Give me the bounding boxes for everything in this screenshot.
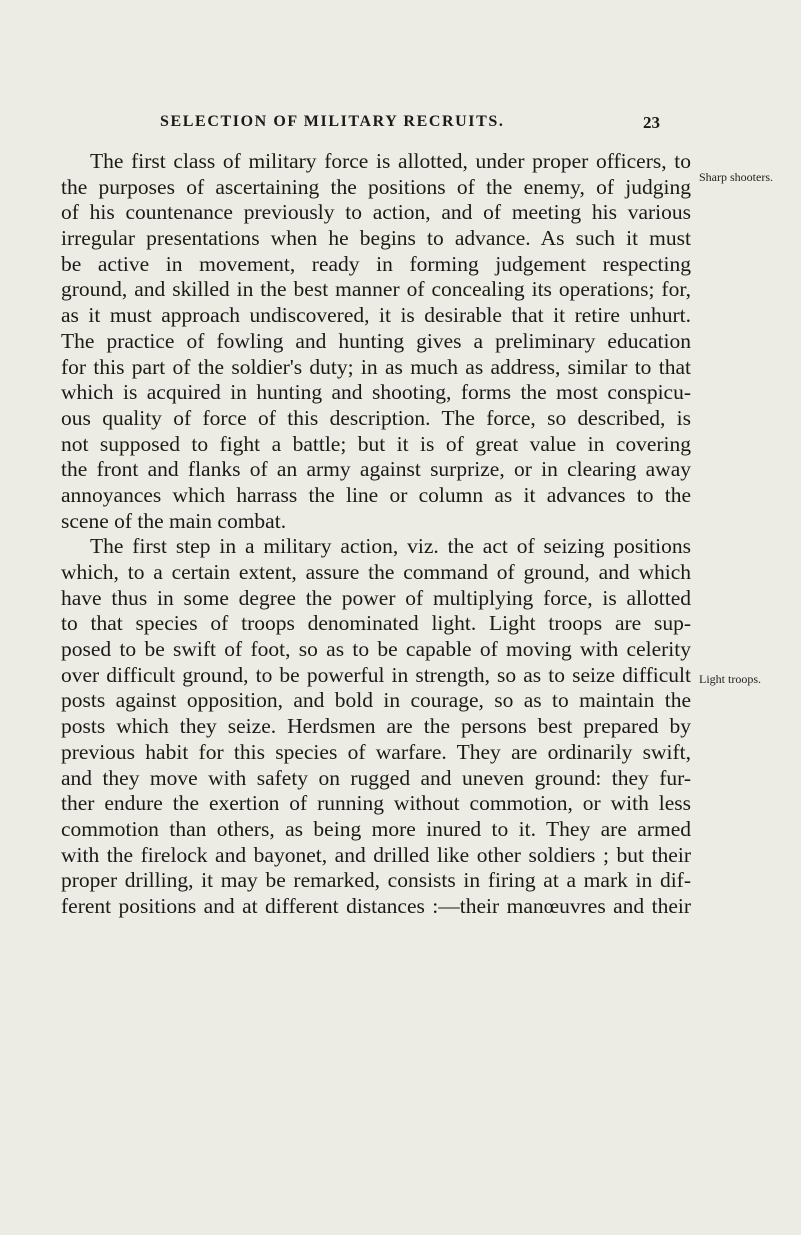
- text-line: to that species of troops denominated light. Light troops are sup-: [61, 611, 691, 636]
- text-line: ground, and skilled in the best manner of concealing its operations; for,: [61, 277, 691, 302]
- text-line: previous habit for this species of warfare. They are ordinarily swift,: [61, 739, 691, 764]
- text-line: of his countenance previously to action, and of meeting his various: [61, 200, 691, 225]
- text-line: irregular presentations when he begins to advance. As such it must: [61, 226, 691, 251]
- text-line: posts against opposition, and bold in courage, so as to maintain the: [61, 688, 691, 713]
- text-line: scene of the main combat.: [61, 508, 287, 533]
- text-line: the front and flanks of an army against surprize, or in clearing away: [61, 457, 691, 482]
- text-line: which is acquired in hunting and shooting, forms the most conspicu-: [61, 380, 691, 405]
- text-line: for this part of the soldier's duty; in as much as address, similar to that: [61, 354, 691, 379]
- margin-note-sharp-shooters: Sharp shooters.: [699, 170, 773, 184]
- body-text: [61, 149, 691, 920]
- text-line: commotion than others, as being more inured to it. They are armed: [61, 816, 691, 841]
- margin-note-light-troops: Light troops.: [699, 672, 761, 686]
- text-line: be active in movement, ready in forming judgement respecting: [61, 251, 691, 276]
- page-number: 23: [643, 113, 660, 132]
- text-line: with the firelock and bayonet, and drilled like other soldiers ; but their: [61, 842, 691, 867]
- text-line: the purposes of ascertaining the positions of the enemy, of judging: [61, 174, 691, 199]
- text-line: posed to be swift of foot, so as to be capable of moving with celerity: [61, 637, 691, 662]
- text-line: over difficult ground, to be powerful in strength, so as to seize difficult: [61, 662, 691, 687]
- running-head: [160, 113, 660, 137]
- text-line: ous quality of force of this description. The force, so described, is: [61, 405, 691, 430]
- text-line: have thus in some degree the power of multiplying force, is allotted: [61, 585, 691, 610]
- text-line: ther endure the exertion of running without commotion, or with less: [61, 791, 691, 816]
- text-line: which, to a certain extent, assure the command of ground, and which: [61, 560, 691, 584]
- text-line: proper drilling, it may be remarked, consists in firing at a mark in dif-: [61, 868, 691, 893]
- text-line: annoyances which harrass the line or column as it advances to the: [61, 482, 691, 507]
- text-line: and they move with safety on rugged and uneven ground: they fur-: [61, 765, 691, 790]
- text-line: The practice of fowling and hunting gives a preliminary education: [61, 328, 691, 353]
- text-line: ferent positions and at different distances :—their manœuvres and their: [61, 893, 691, 918]
- text-line: not supposed to fight a battle; but it is of great value in covering: [61, 431, 691, 456]
- text-line: The first step in a military action, viz. the act of seizing positions: [90, 534, 691, 559]
- text-line: as it must approach undiscovered, it is desirable that it retire unhurt.: [61, 303, 691, 328]
- running-title: SELECTION OF MILITARY RECRUITS.: [160, 113, 505, 130]
- text-line: The first class of military force is allotted, under proper officers, to: [90, 149, 691, 173]
- text-line: posts which they seize. Herdsmen are the persons best prepared by: [61, 714, 691, 739]
